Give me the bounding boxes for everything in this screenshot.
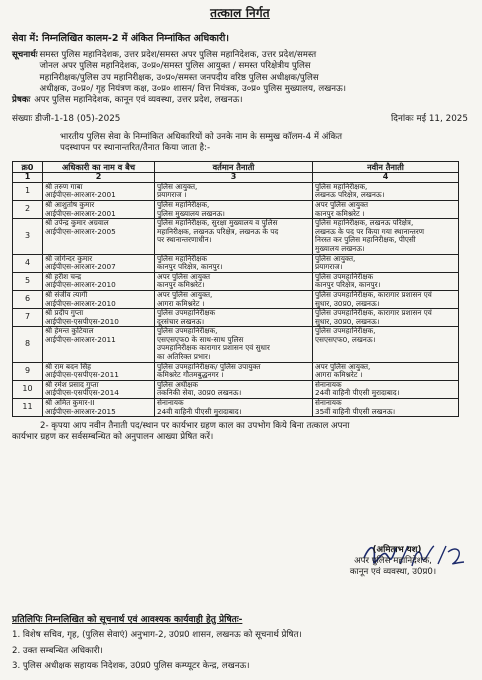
cell-officer-line: श्री हेमन्त कुटियाल — [45, 326, 94, 336]
cell-officer — [43, 362, 155, 380]
cell-new-posting — [313, 272, 459, 290]
cell-new-posting-line: पुलिस महानिरीक्षक, — [315, 181, 368, 191]
cell-new-posting-line: मुख्यालय लखनऊ। — [315, 243, 365, 253]
cell-current-posting-line: पुलिस महानिरीक्षक, सुरक्षा मुख्यालय व पुलिस — [157, 218, 278, 228]
cell-current-posting — [155, 309, 313, 327]
cell-current-posting-line: प्रयागराज । — [157, 190, 187, 200]
column-number: 3 — [155, 173, 313, 183]
cell-new-posting-line: 35वीं वाहिनी पीएसी लखनऊ। — [315, 406, 396, 416]
copy-to-list — [12, 628, 302, 675]
cell-current-posting-line: पुलिस मुख्यालय लखनऊ। — [157, 208, 225, 218]
cell-officer-line: श्री जोगेन्दर कुमार — [45, 253, 93, 263]
cell-officer-line: आईपीएस-एसपीएस-2010 — [45, 316, 119, 326]
cell-current-posting-line: 24वी वाहिनी पीएसी मुरादाबाद। — [157, 406, 242, 416]
cell-new-posting — [313, 219, 459, 254]
cell-officer — [43, 272, 155, 290]
cell-new-posting-line: एसएसएफ0, लखनऊ। — [315, 334, 376, 344]
signature-block — [318, 545, 468, 578]
table-row — [13, 362, 459, 380]
cell-new-posting-line: 24वी वाहिनी पीएसी मुरादाबाद। — [315, 388, 400, 398]
cell-officer-line: श्री अमित कुमार-II — [45, 398, 95, 408]
cell-current-posting-line: पुलिस उपमहानिरीक्षक, — [157, 326, 218, 336]
cell-officer-line: श्री संजीव त्यागी — [45, 289, 88, 299]
reference-date: दिनांकः मई 11, 2025 — [391, 114, 468, 125]
cell-new-posting — [313, 380, 459, 398]
cell-current-posting — [155, 327, 313, 362]
table-row — [13, 182, 459, 200]
intro-line: भारतीय पुलिस सेवा के निम्नांकित अधिकारियों को उनके नाम के सम्मुख कॉलम-4 में अंकित — [60, 132, 342, 143]
header-serial: क्र0 — [13, 161, 43, 173]
cell-current-posting-line: का अतिरिक्त प्रभार। — [157, 352, 211, 362]
cell-current-posting-line: आगरा कमिश्नरेट । — [157, 298, 205, 308]
cell-current-posting — [155, 290, 313, 308]
cell-officer-line: आईपीएस-आरआर-2015 — [45, 406, 116, 416]
cell-current-posting — [155, 219, 313, 254]
cell-current-posting — [155, 362, 313, 380]
cell-new-posting-line: पुलिस महानिरीक्षक, लखनऊ परिक्षेत्र, — [315, 218, 414, 228]
reference-row — [12, 112, 468, 124]
instruction-paragraph — [12, 421, 468, 443]
cell-new-posting-line: आगरा कमिश्नरेट । — [315, 370, 363, 380]
cell-current-posting-line: अपर पुलिस आयुक्त — [157, 271, 211, 281]
cell-current-posting-line: पुलिस उपमहानिरीक्षक — [157, 308, 216, 318]
cell-current-posting-line: उपमहानिरीक्षक कारागार प्रशासन एवं सुधार — [157, 343, 270, 353]
reference-number: संख्याः डीजी-1-18 (05)-2025 — [12, 114, 121, 125]
cell-current-posting-line: पुलिस महानिरीक्षक — [157, 253, 208, 263]
signatory-name: (अमिताभ यश) — [372, 545, 422, 555]
cell-officer — [43, 254, 155, 272]
cell-current-posting-line: कानपुर परिक्षेत्र, कानपुर। — [157, 262, 223, 272]
cell-current-posting — [155, 200, 313, 218]
cell-current-posting — [155, 182, 313, 200]
copy-to-item: 1. विशेष सचिव, गृह, (पुलिस सेवाएं) अनुभाग-2, उ0प्र0 शासन, लखनऊ को सूचनार्थ प्रेषित। — [12, 630, 302, 640]
cell-officer — [43, 182, 155, 200]
sender-text: अपर पुलिस महानिदेशक, कानून एवं व्यवस्था, उत्तर प्रदेश, लखनऊ। — [34, 95, 243, 106]
cell-current-posting-line: पुलिस अधीक्षक — [157, 379, 199, 389]
cell-current-posting-line: पर स्थानान्तरणाधीन। — [157, 235, 212, 245]
cell-new-posting — [313, 200, 459, 218]
cell-officer — [43, 309, 155, 327]
cell-new-posting-line: सेनानायक — [315, 379, 342, 389]
cell-serial: 2 — [13, 200, 43, 218]
cell-serial: 10 — [13, 380, 43, 398]
cell-new-posting-line: अपर पुलिस आयुक्त, — [315, 361, 371, 371]
cell-officer-line: श्री आशुतोष कुमार — [45, 199, 95, 209]
cell-officer — [43, 200, 155, 218]
cell-officer-line: आईपीएस-आरआर-2001 — [45, 190, 116, 200]
cell-new-posting-line: सुधार, उ0प्र0, लखनऊ। — [315, 298, 380, 308]
instruction-line: कार्यभार ग्रहण कर सर्वसम्बन्धित को अनुपालन आख्या प्रेषित करें। — [12, 432, 214, 443]
information-line: जोनल अपर पुलिस महानिदेशक, उ०प्र०/समस्त पुलिस आयुक्त / समस्त परिक्षेत्रीय पुलिस — [39, 61, 311, 72]
addressee-line — [12, 31, 468, 44]
addressee-label: सेवा में: — [12, 33, 39, 44]
cell-new-posting-line: अपर पुलिस आयुक्त — [315, 199, 369, 209]
table-row — [13, 399, 459, 417]
column-number: 1 — [13, 173, 43, 183]
document-title: तत्काल निर्गत — [210, 6, 270, 20]
addressee-text: निम्नलिखित कालम-2 में अंकित निम्नांकित अधिकारी। — [41, 33, 229, 44]
information-label: सूचनार्थः — [12, 50, 38, 60]
cell-officer-line: श्री राम बदन सिंह — [45, 361, 92, 371]
cell-serial: 8 — [13, 327, 43, 362]
table-row — [13, 380, 459, 398]
cell-new-posting-line: पुलिस उपमहानिरीक्षक, — [315, 326, 376, 336]
cell-officer-line: आईपीएस-एसपीएस-2011 — [45, 370, 119, 380]
cell-serial: 9 — [13, 362, 43, 380]
cell-new-posting — [313, 309, 459, 327]
cell-new-posting — [313, 182, 459, 200]
cell-current-posting-line: दूरसंचार लखनऊ। — [157, 316, 205, 326]
cell-serial: 11 — [13, 399, 43, 417]
cell-officer-line: श्री रमेश प्रसाद गुप्ता — [45, 379, 99, 389]
cell-officer — [43, 380, 155, 398]
table-row — [13, 272, 459, 290]
information-recipients — [12, 50, 468, 95]
cell-officer-line: आईपीएस-आरआर-2005 — [45, 226, 116, 236]
cell-officer-line: श्री उपेन्द्र कुमार अग्रवाल — [45, 218, 109, 228]
cell-current-posting — [155, 380, 313, 398]
instruction-line: 2- कृपया आप नवीन तैनाती पद/स्थान पर कार्यभार ग्रहण काल का उपभोग किये बिना तत्काल अपना — [40, 421, 350, 432]
cell-current-posting-line: कानपुर कमिश्नरेट। — [157, 280, 205, 290]
cell-officer — [43, 290, 155, 308]
cell-current-posting-line: पुलिस महानिरीक्षक, — [157, 199, 210, 209]
header-current-posting: वर्तमान तैनाती — [155, 161, 313, 173]
header-new-posting: नवीन तैनाती — [313, 161, 459, 173]
cell-officer — [43, 219, 155, 254]
cell-serial: 1 — [13, 182, 43, 200]
cell-officer-line: आईपीएस-एसपीएस-2014 — [45, 388, 119, 398]
cell-officer-line: श्री हरीश चन्द्र — [45, 271, 82, 281]
cell-officer-line: आईपीएस-आरआर-2011 — [45, 334, 116, 344]
cell-current-posting-line: महानिरीक्षक, लखनऊ परिक्षेत्र, लखनऊ के पद — [157, 226, 279, 236]
information-line: समस्त पुलिस महानिदेशक, उत्तर प्रदेश/समस्त अपर पुलिस महानिदेशक, उत्तर प्रदेश/समस्त — [39, 50, 317, 60]
copy-to-item: 3. पुलिस अधीक्षक सहायक निदेशक, उ0प्र0 पुलिस कम्प्यूटर केन्द्र, लखनऊ। — [12, 661, 250, 671]
cell-new-posting-line: पुलिस उपमहानिरीक्षक — [315, 271, 374, 281]
table-row — [13, 254, 459, 272]
cell-current-posting-line: तकनिकी सेवा, उ0प्र0 लखनऊ। — [157, 388, 242, 398]
intro-paragraph — [12, 132, 468, 154]
cell-new-posting — [313, 290, 459, 308]
cell-new-posting-line: पुलिस उपमहानिरीक्षक, कारागार प्रशासन एवं — [315, 289, 432, 299]
cell-new-posting-line: कानपुर कमिश्नरेट । — [315, 208, 365, 218]
cell-current-posting-line: पुलिस उपमहानिरीक्षक/ पुलिस उपायुक्त — [157, 361, 261, 371]
cell-serial: 5 — [13, 272, 43, 290]
cell-new-posting-line: लखनऊ परिक्षेत्र, लखनऊ। — [315, 190, 385, 200]
column-number: 2 — [43, 173, 155, 183]
column-number-row — [13, 173, 459, 183]
signatory-office: कानून एवं व्यवस्था, उ0प्र0। — [349, 567, 437, 577]
table-row — [13, 309, 459, 327]
cell-current-posting — [155, 272, 313, 290]
sender-label: प्रेषकः — [12, 95, 31, 106]
table-row — [13, 200, 459, 218]
table-row — [13, 219, 459, 254]
cell-new-posting-line: प्रयागराज। — [315, 262, 343, 272]
cell-officer-line: आईपीएस-आरआर-2010 — [45, 280, 116, 290]
cell-new-posting — [313, 362, 459, 380]
table-header-row — [13, 161, 459, 173]
cell-current-posting-line: पुलिस आयुक्त, — [157, 181, 198, 191]
cell-current-posting-line: एसएसएफ0 के साथ-साथ पुलिस — [157, 334, 244, 344]
cell-new-posting — [313, 254, 459, 272]
cell-officer-line: आईपीएस-आरआर-2007 — [45, 262, 116, 272]
header-officer: अधिकारी का नाम व बैच — [43, 161, 155, 173]
cell-new-posting-line: सेनानायक — [315, 398, 342, 408]
cell-serial: 3 — [13, 219, 43, 254]
transfer-table — [12, 161, 459, 418]
cell-officer — [43, 327, 155, 362]
cell-officer-line: श्री तरुण गाबा — [45, 181, 83, 191]
cell-officer — [43, 399, 155, 417]
cell-current-posting-line: कमिश्नरेट गौतमबुद्धनगर । — [157, 370, 224, 380]
cell-current-posting — [155, 254, 313, 272]
cell-officer-line: आईपीएस-आरआर-2001 — [45, 208, 116, 218]
sender-line — [12, 95, 468, 106]
cell-serial: 6 — [13, 290, 43, 308]
cell-current-posting-line: अपर पुलिस आयुक्त, — [157, 289, 213, 299]
signatory-designation: अपर पुलिस महानिदेशक, — [354, 556, 432, 566]
table-row — [13, 327, 459, 362]
cell-new-posting-line: पुलिस उपमहानिरीक्षक, कारागार प्रशासन एवं — [315, 308, 432, 318]
cell-new-posting — [313, 399, 459, 417]
cell-new-posting-line: लखनऊ के पद पर किया गया स्थानान्तरण — [315, 226, 425, 236]
information-line: अधीक्षक, उ०प्र०/ गृह नियंत्रण कक्ष, उ०प्र० शासन/ वित्त नियंत्रक, उ०प्र० पुलिस मुख्यालय, लखनऊ। — [39, 83, 347, 94]
cell-new-posting-line: कानपुर परिक्षेत्र, कानपुर। — [315, 280, 381, 290]
cell-serial: 7 — [13, 309, 43, 327]
table-body — [13, 182, 459, 416]
cell-current-posting-line: सेनानायक — [157, 398, 184, 408]
information-line: महानिरीक्षक/पुलिस उप महानिरीक्षक, उ०प्र०/समस्त जनपदीय वरिष्ठ पुलिस अधीक्षक/पुलिस — [39, 72, 319, 83]
cell-new-posting-line: निरस्त कर पुलिस महानिरीक्षक, पीएसी — [315, 235, 416, 245]
cell-new-posting-line: सुधार, उ0प्र0, लखनऊ। — [315, 316, 380, 326]
cell-new-posting-line: पुलिस आयुक्त, — [315, 253, 356, 263]
cell-officer-line: श्री प्रदीप गुप्ता — [45, 308, 84, 318]
copy-to-heading: प्रतिलिपिः निम्नलिखित को सूचनार्थ एवं आवश्यक कार्यवाही हेतु प्रेषितः- — [12, 615, 243, 625]
copy-to-item: 2. उक्त सम्बन्धित अधिकारी। — [12, 645, 103, 656]
table-row — [13, 290, 459, 308]
cell-current-posting — [155, 399, 313, 417]
intro-line: पदस्थापन पर स्थानान्तरित/तैनात किया जाता है:- — [60, 143, 211, 154]
information-text — [40, 50, 469, 95]
cell-serial: 4 — [13, 254, 43, 272]
column-number: 4 — [313, 173, 459, 183]
cell-new-posting — [313, 327, 459, 362]
cell-officer-line: आईपीएस-आरआर-2010 — [45, 298, 116, 308]
